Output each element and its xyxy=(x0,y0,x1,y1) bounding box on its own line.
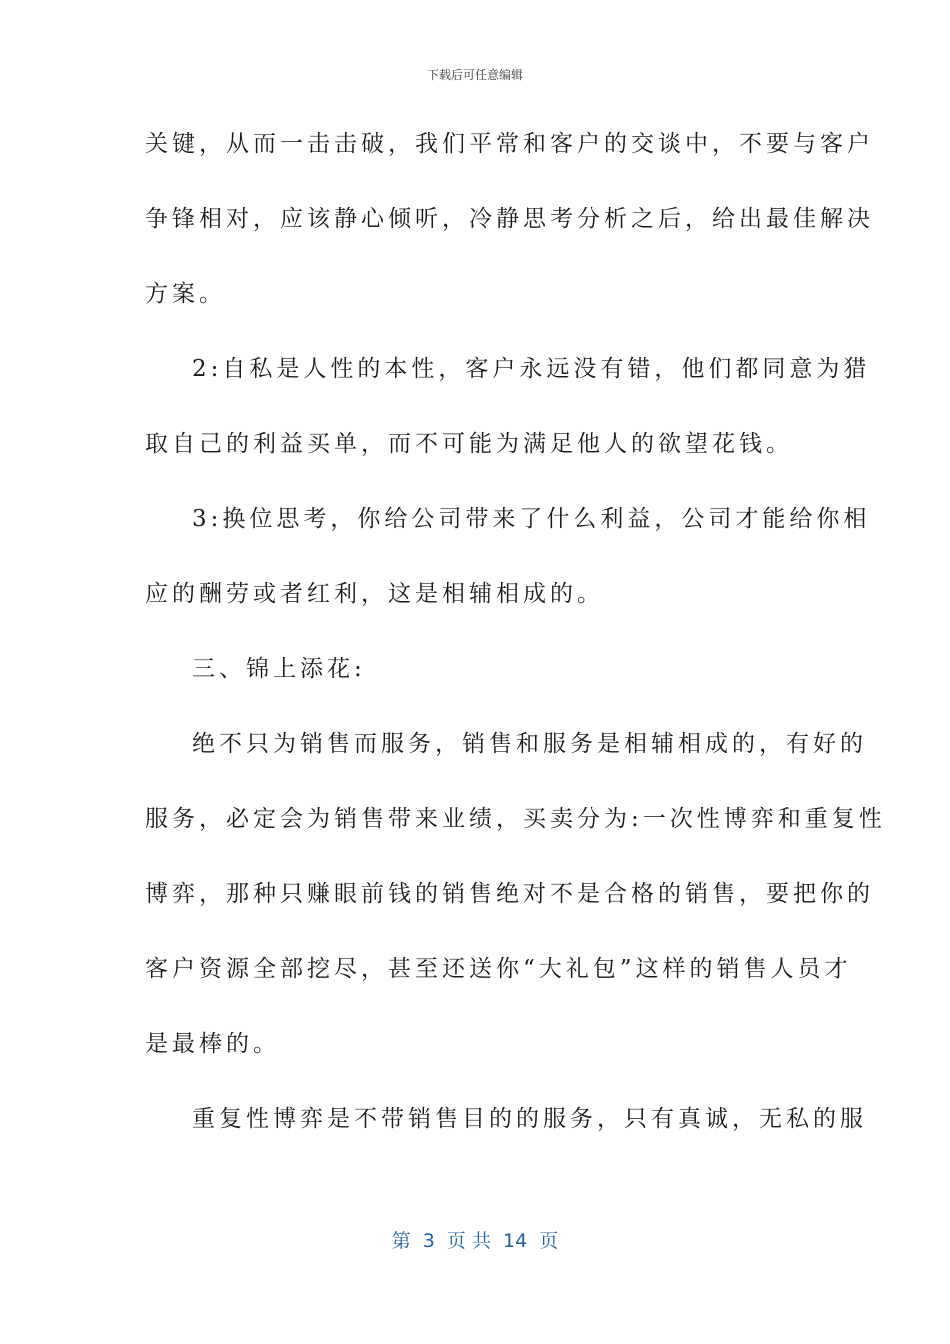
text-line: 是最棒的。 xyxy=(145,1031,280,1057)
text-line: 争锋相对，应该静心倾听，冷静思考分析之后，给出最佳解决 xyxy=(145,206,874,232)
text-line: 绝不只为销售而服务，销售和服务是相辅相成的，有好的 xyxy=(192,731,867,757)
document-body xyxy=(145,122,886,1172)
text-line: 客户资源全部挖尽，甚至还送你“大礼包”这样的销售人员才 xyxy=(145,956,852,982)
header-note: 下载后可任意编辑 xyxy=(426,68,523,82)
text-line: 服务，必定会为销售带来业绩，买卖分为:一次性博弈和重复性 xyxy=(145,806,886,832)
text-line: 2:自私是人性的本性，客户永远没有错，他们都同意为猎 xyxy=(192,356,871,382)
section-heading: 三、锦上添花: xyxy=(192,656,366,682)
text-line: 应的酬劳或者红利，这是相辅相成的。 xyxy=(145,581,604,607)
text-line: 方案。 xyxy=(145,281,226,307)
text-line: 取自己的利益买单，而不可能为满足他人的欲望花钱。 xyxy=(145,431,793,457)
text-line: 博弈，那种只赚眼前钱的销售绝对不是合格的销售，要把你的 xyxy=(145,881,874,907)
text-line: 3:换位思考，你给公司带来了什么利益，公司才能给你相 xyxy=(192,506,871,532)
text-line: 重复性博弈是不带销售目的的服务，只有真诚，无私的服 xyxy=(192,1106,867,1132)
page-number-footer: 第 3 页 共 14 页 xyxy=(391,1230,559,1252)
text-line: 关键，从而一击击破，我们平常和客户的交谈中，不要与客户 xyxy=(145,131,874,157)
